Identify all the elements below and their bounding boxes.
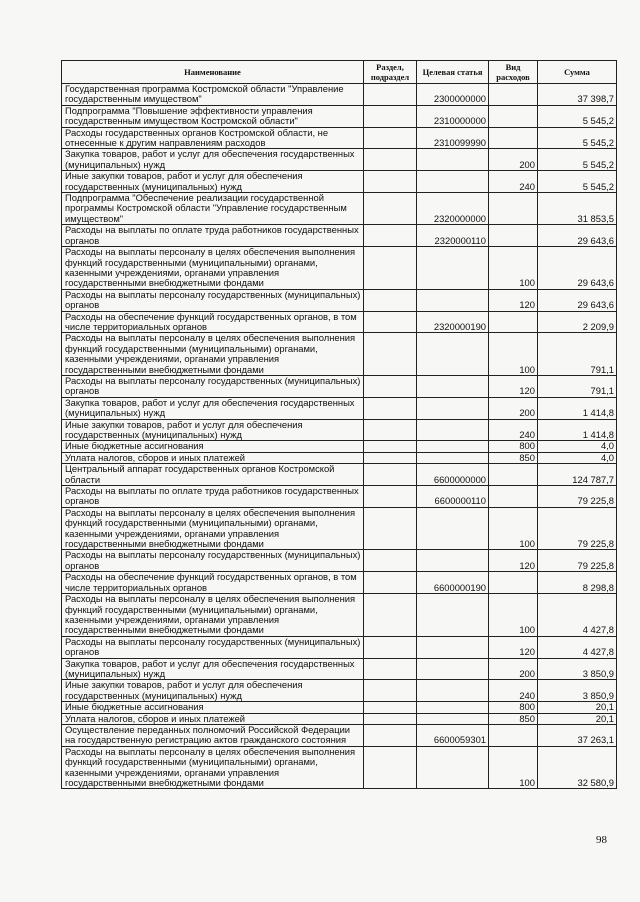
row-expense-type: 100 [489, 247, 538, 290]
row-expense-type [489, 84, 538, 106]
row-target-article [417, 397, 489, 419]
row-target-article: 2320000190 [417, 311, 489, 333]
row-section [364, 247, 417, 290]
row-sum: 37 263,1 [538, 724, 617, 746]
table-row [62, 333, 617, 376]
row-name: Расходы на обеспечение функций государственных органов, в том числе территориальных органов [62, 311, 364, 333]
table-header-row [62, 61, 617, 84]
row-expense-type: 120 [489, 550, 538, 572]
header-section: Раздел, подраздел [364, 61, 417, 84]
row-name: Расходы на выплаты персоналу в целях обеспечения выполнения функций государственными (муниципальными) органами, казенными учреждениями, органами управления государственными внебюджетными фондами [62, 746, 364, 789]
row-name: Иные закупки товаров, работ и услуг для обеспечения государственных (муниципальных) нужд [62, 171, 364, 193]
row-target-article: 6600059301 [417, 724, 489, 746]
row-section [364, 594, 417, 637]
row-section [364, 84, 417, 106]
row-sum: 5 545,2 [538, 149, 617, 171]
row-target-article: 6600000000 [417, 464, 489, 486]
table-row [62, 572, 617, 594]
row-name: Расходы на выплаты по оплате труда работников государственных органов [62, 225, 364, 247]
row-sum: 3 850,9 [538, 680, 617, 702]
header-sum: Сумма [538, 61, 617, 84]
row-target-article: 2320000000 [417, 193, 489, 225]
table-row [62, 311, 617, 333]
row-section [364, 507, 417, 550]
row-sum: 32 580,9 [538, 746, 617, 789]
table-row [62, 636, 617, 658]
row-expense-type: 200 [489, 397, 538, 419]
row-name: Расходы на выплаты персоналу государственных (муниципальных) органов [62, 550, 364, 572]
row-target-article [417, 289, 489, 311]
row-expense-type [489, 486, 538, 508]
row-target-article [417, 171, 489, 193]
row-expense-type: 120 [489, 289, 538, 311]
row-expense-type: 120 [489, 636, 538, 658]
row-sum: 8 298,8 [538, 572, 617, 594]
table-row [62, 658, 617, 680]
row-target-article [417, 702, 489, 713]
row-section [364, 105, 417, 127]
row-expense-type: 850 [489, 713, 538, 724]
table-row [62, 84, 617, 106]
row-section [364, 171, 417, 193]
row-sum: 791,1 [538, 333, 617, 376]
row-section [364, 486, 417, 508]
row-section [364, 550, 417, 572]
row-sum: 37 398,7 [538, 84, 617, 106]
row-name: Уплата налогов, сборов и иных платежей [62, 452, 364, 463]
row-expense-type: 800 [489, 702, 538, 713]
row-target-article [417, 441, 489, 452]
row-expense-type [489, 193, 538, 225]
row-expense-type: 200 [489, 149, 538, 171]
row-expense-type [489, 572, 538, 594]
row-sum: 29 643,6 [538, 247, 617, 290]
row-expense-type: 100 [489, 333, 538, 376]
row-expense-type [489, 464, 538, 486]
row-section [364, 375, 417, 397]
table-row [62, 105, 617, 127]
row-section [364, 702, 417, 713]
row-expense-type [489, 724, 538, 746]
row-section [364, 193, 417, 225]
row-sum: 4,0 [538, 452, 617, 463]
row-target-article [417, 550, 489, 572]
table-row [62, 594, 617, 637]
row-sum: 29 643,6 [538, 225, 617, 247]
budget-table [61, 60, 617, 789]
row-sum: 3 850,9 [538, 658, 617, 680]
row-name: Расходы на выплаты персоналу в целях обеспечения выполнения функций государственными (муниципальными) органами, казенными учреждениями, органами управления государственными внебюджетными фондами [62, 247, 364, 290]
row-expense-type: 100 [489, 594, 538, 637]
row-name: Расходы государственных органов Костромской области, не отнесенные к другим направлениям расходов [62, 127, 364, 149]
row-target-article: 2310000000 [417, 105, 489, 127]
row-section [364, 333, 417, 376]
row-name: Закупка товаров, работ и услуг для обеспечения государственных (муниципальных) нужд [62, 397, 364, 419]
row-expense-type: 240 [489, 171, 538, 193]
row-section [364, 419, 417, 441]
table-row [62, 746, 617, 789]
row-expense-type: 240 [489, 419, 538, 441]
row-name: Расходы на обеспечение функций государственных органов, в том числе территориальных органов [62, 572, 364, 594]
row-expense-type [489, 105, 538, 127]
row-name: Расходы на выплаты персоналу в целях обеспечения выполнения функций государственными (муниципальными) органами, казенными учреждениями, органами управления государственными внебюджетными фондами [62, 594, 364, 637]
row-sum: 31 853,5 [538, 193, 617, 225]
row-section [364, 464, 417, 486]
row-expense-type: 120 [489, 375, 538, 397]
page-number: 98 [596, 834, 607, 846]
row-section [364, 724, 417, 746]
row-target-article: 2300000000 [417, 84, 489, 106]
row-target-article [417, 636, 489, 658]
row-name: Иные бюджетные ассигнования [62, 702, 364, 713]
row-sum: 29 643,6 [538, 289, 617, 311]
row-sum: 20,1 [538, 713, 617, 724]
row-sum: 1 414,8 [538, 419, 617, 441]
table-row [62, 464, 617, 486]
row-expense-type [489, 127, 538, 149]
row-target-article [417, 452, 489, 463]
table-row [62, 127, 617, 149]
row-expense-type: 850 [489, 452, 538, 463]
row-sum: 4 427,8 [538, 636, 617, 658]
row-target-article: 6600000110 [417, 486, 489, 508]
row-sum: 20,1 [538, 702, 617, 713]
row-sum: 79 225,8 [538, 550, 617, 572]
table-row [62, 713, 617, 724]
row-sum: 1 414,8 [538, 397, 617, 419]
row-target-article [417, 658, 489, 680]
table-row [62, 247, 617, 290]
table-row [62, 171, 617, 193]
row-target-article: 6600000190 [417, 572, 489, 594]
table-row [62, 452, 617, 463]
row-target-article [417, 375, 489, 397]
row-expense-type: 240 [489, 680, 538, 702]
row-name: Расходы на выплаты персоналу в целях обеспечения выполнения функций государственными (муниципальными) органами, казенными учреждениями, органами управления государственными внебюджетными фондами [62, 507, 364, 550]
row-section [364, 225, 417, 247]
row-target-article [417, 149, 489, 171]
row-target-article [417, 333, 489, 376]
row-name: Уплата налогов, сборов и иных платежей [62, 713, 364, 724]
row-name: Расходы на выплаты персоналу государственных (муниципальных) органов [62, 375, 364, 397]
row-target-article: 2320000110 [417, 225, 489, 247]
header-name: Наименование [62, 61, 364, 84]
row-target-article: 2310099990 [417, 127, 489, 149]
row-name: Расходы на выплаты по оплате труда работников государственных органов [62, 486, 364, 508]
row-section [364, 746, 417, 789]
row-target-article [417, 507, 489, 550]
row-sum: 5 545,2 [538, 171, 617, 193]
row-name: Расходы на выплаты персоналу государственных (муниципальных) органов [62, 289, 364, 311]
row-target-article [417, 746, 489, 789]
table-row [62, 486, 617, 508]
row-target-article [417, 247, 489, 290]
table-row [62, 397, 617, 419]
row-section [364, 289, 417, 311]
table-row [62, 375, 617, 397]
row-name: Иные закупки товаров, работ и услуг для обеспечения государственных (муниципальных) нужд [62, 680, 364, 702]
row-expense-type [489, 311, 538, 333]
row-name: Центральный аппарат государственных органов Костромской области [62, 464, 364, 486]
table-row [62, 225, 617, 247]
row-section [364, 680, 417, 702]
table-row [62, 193, 617, 225]
row-section [364, 572, 417, 594]
row-sum: 79 225,8 [538, 486, 617, 508]
table-row [62, 149, 617, 171]
row-sum: 5 545,2 [538, 105, 617, 127]
row-name: Расходы на выплаты персоналу государственных (муниципальных) органов [62, 636, 364, 658]
row-target-article [417, 680, 489, 702]
row-sum: 2 209,9 [538, 311, 617, 333]
table-row [62, 702, 617, 713]
row-name: Подпрограмма "Обеспечение реализации государственной программы Костромской области "Управление государственным имуществом" [62, 193, 364, 225]
row-section [364, 658, 417, 680]
row-section [364, 127, 417, 149]
table-row [62, 550, 617, 572]
row-section [364, 397, 417, 419]
row-name: Иные закупки товаров, работ и услуг для обеспечения государственных (муниципальных) нужд [62, 419, 364, 441]
table-row [62, 441, 617, 452]
header-target-article: Целевая статья [417, 61, 489, 84]
row-sum: 791,1 [538, 375, 617, 397]
row-expense-type [489, 225, 538, 247]
row-section [364, 149, 417, 171]
row-expense-type: 100 [489, 746, 538, 789]
row-name: Расходы на выплаты персоналу в целях обеспечения выполнения функций государственными (муниципальными) органами, казенными учреждениями, органами управления государственными внебюджетными фондами [62, 333, 364, 376]
table-row [62, 724, 617, 746]
row-section [364, 713, 417, 724]
row-section [364, 311, 417, 333]
row-expense-type: 200 [489, 658, 538, 680]
row-name: Закупка товаров, работ и услуг для обеспечения государственных (муниципальных) нужд [62, 658, 364, 680]
row-sum: 124 787,7 [538, 464, 617, 486]
row-sum: 79 225,8 [538, 507, 617, 550]
row-expense-type: 800 [489, 441, 538, 452]
row-name: Иные бюджетные ассигнования [62, 441, 364, 452]
row-target-article [417, 713, 489, 724]
row-name: Осуществление переданных полномочий Российской Федерации на государственную регистрацию актов гражданского состояния [62, 724, 364, 746]
table-row [62, 680, 617, 702]
row-section [364, 441, 417, 452]
row-name: Государственная программа Костромской области "Управление государственным имуществом" [62, 84, 364, 106]
row-section [364, 452, 417, 463]
row-name: Подпрограмма "Повышение эффективности управления государственным имуществом Костромской области" [62, 105, 364, 127]
table-row [62, 289, 617, 311]
row-section [364, 636, 417, 658]
table-row [62, 507, 617, 550]
row-sum: 5 545,2 [538, 127, 617, 149]
row-sum: 4 427,8 [538, 594, 617, 637]
row-target-article [417, 594, 489, 637]
header-expense-type: Вид расходов [489, 61, 538, 84]
row-expense-type: 100 [489, 507, 538, 550]
table-row [62, 419, 617, 441]
row-sum: 4,0 [538, 441, 617, 452]
row-name: Закупка товаров, работ и услуг для обеспечения государственных (муниципальных) нужд [62, 149, 364, 171]
row-target-article [417, 419, 489, 441]
